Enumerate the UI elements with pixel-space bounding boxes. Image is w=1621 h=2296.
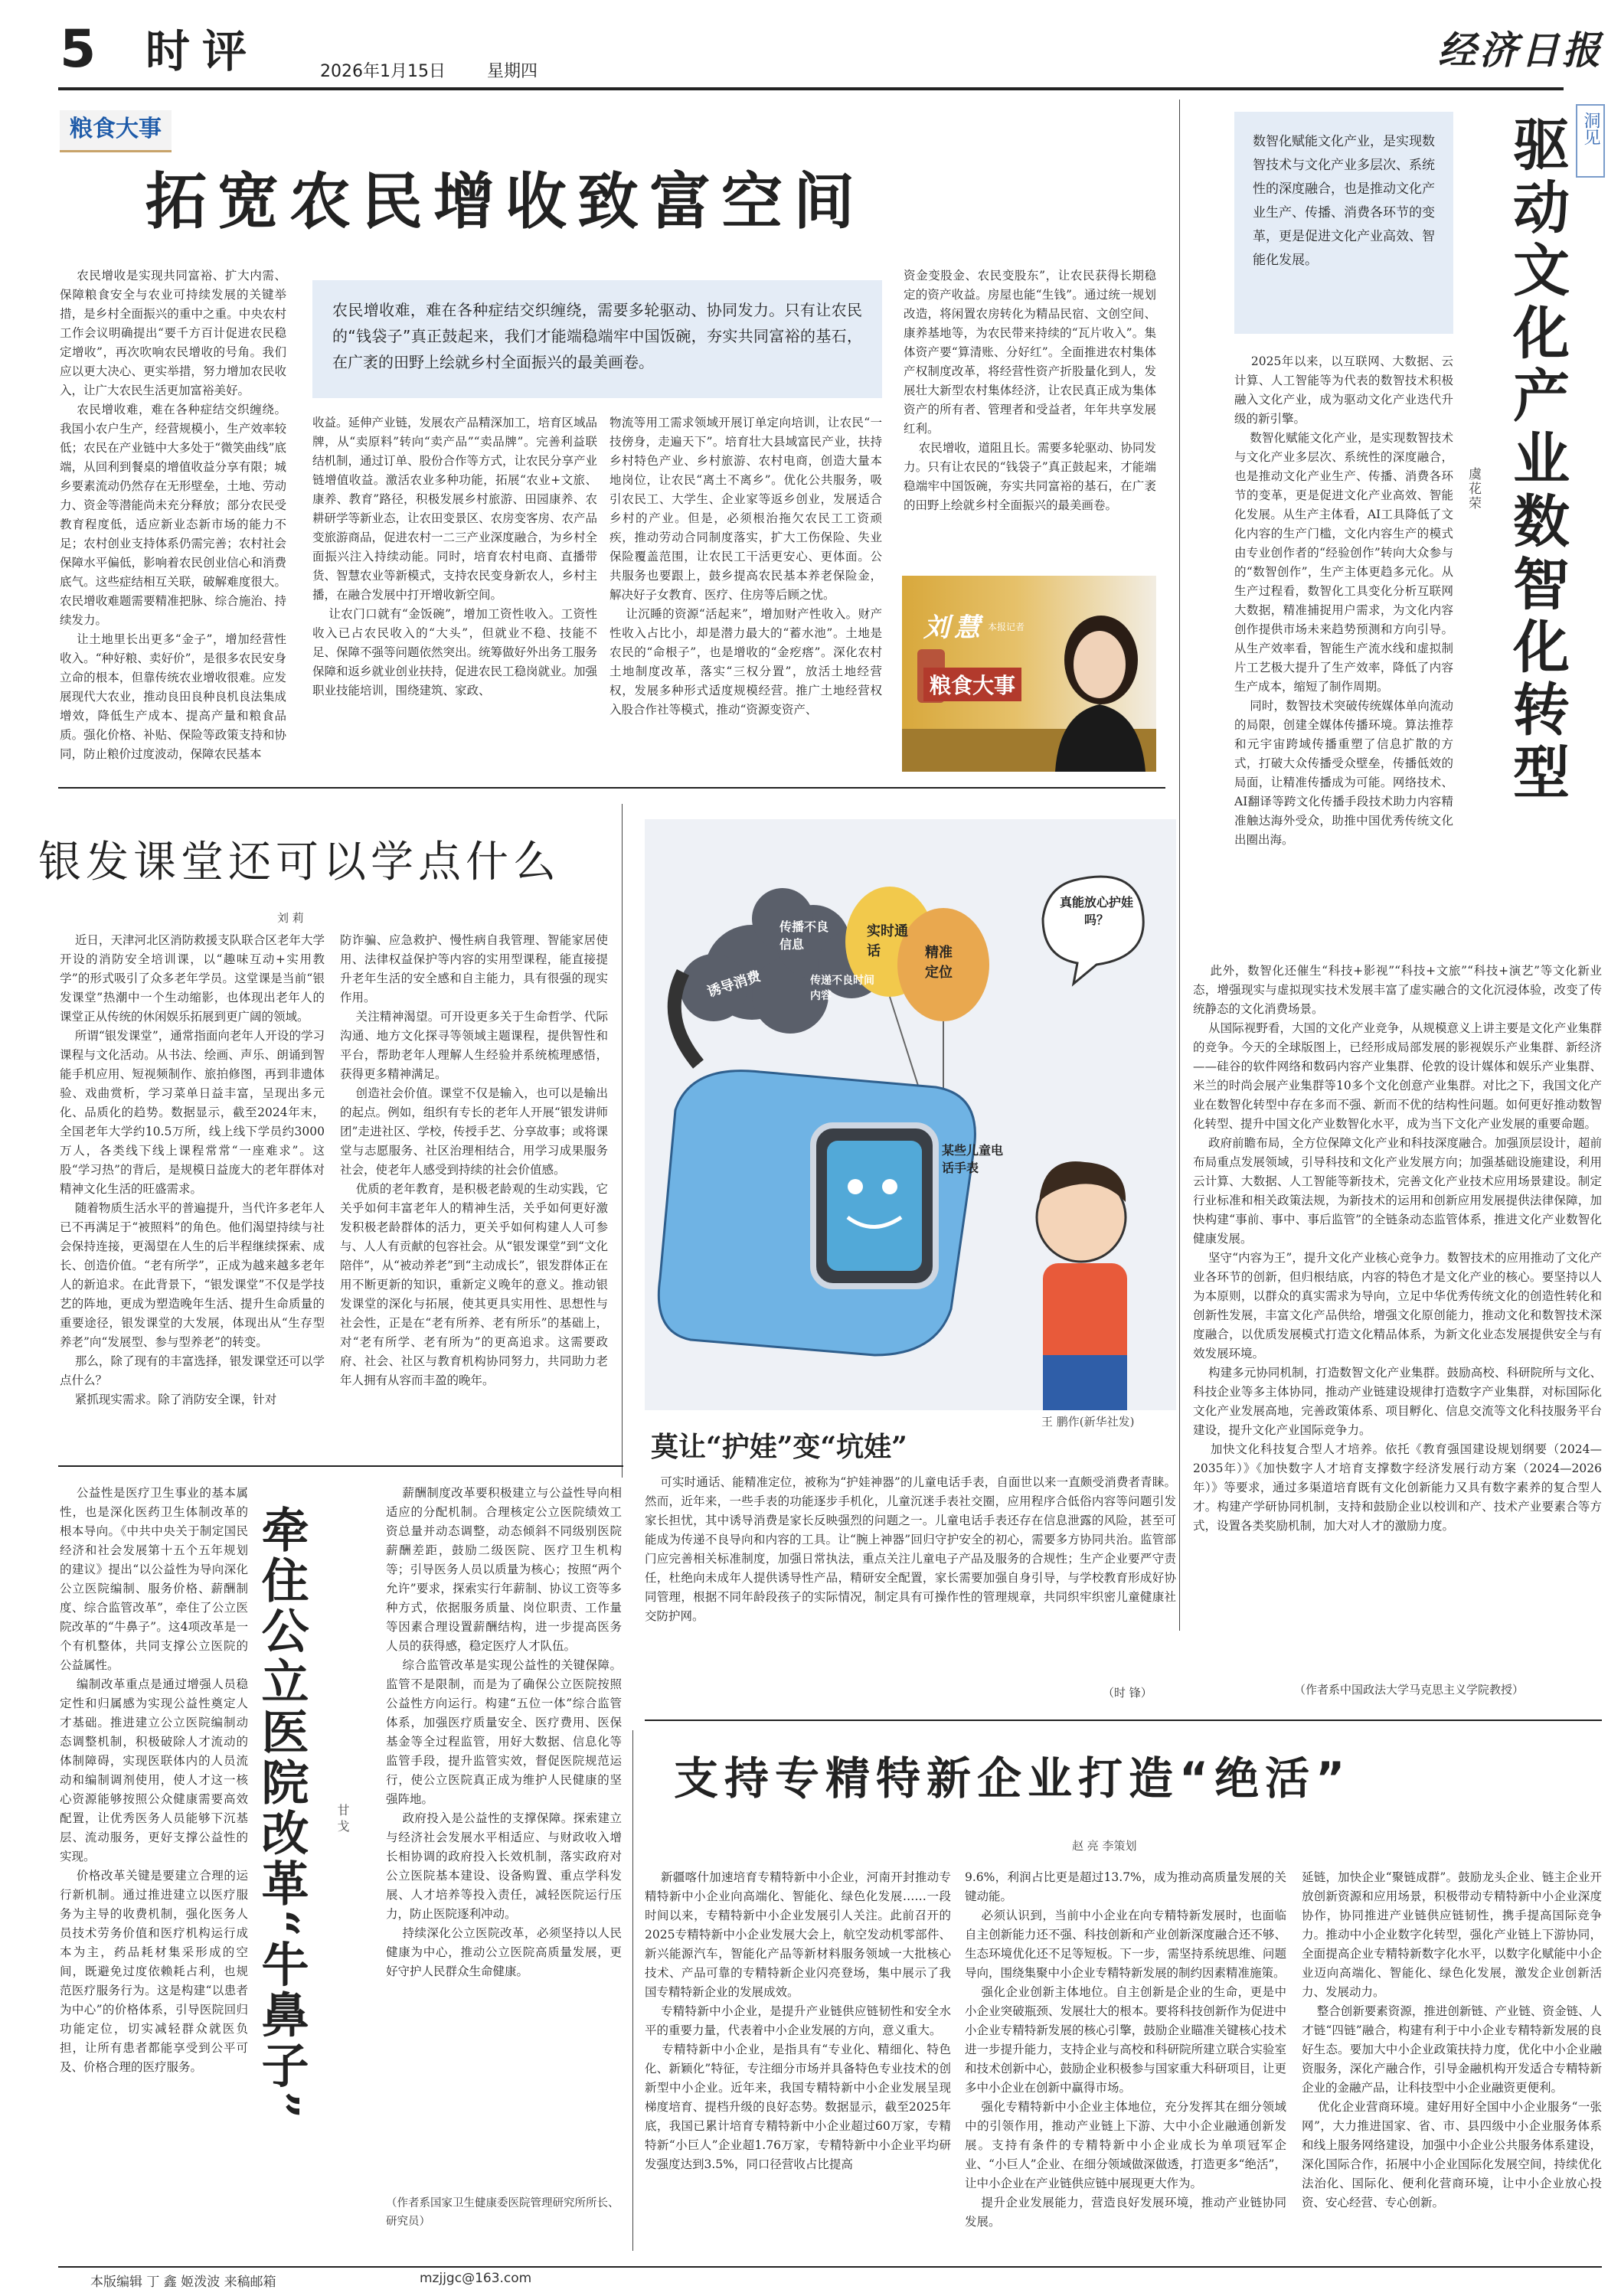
- article3-col1: 公益性是医疗卫生事业的基本属性，也是深化医药卫生体制改革的根本导向。《中共中央关于制定国民经济和社会发展第十五个五年规划的建议》提出“以公益性为导向深化公立医院编制、服务价格、薪酬制度、综合监管改革”，牵住了公立医院改革的“牛鼻子”。这4项改革是一个有机整体，共同支撑公立医院的公益属性。 编制改革重点是通过增强人员稳定性和归属感为实现公益性奠定人才基础。推进建立公立医院编制动态调整机制，积极破除人才流动的体制障碍，实现医联体内的人员流动和编制调剂使用，使人才这一核心资源能够按照公众健康需要高效配置，让优秀医务人员能够下沉基层、流动服务，更好支撑公益性的实现。 价格改革关键是要建立合理的运行新机制。通过推进建立以医疗服务为主导的收费机制，强化医务人员技术劳务价值和医疗机构运行成本为主，药品耗材集采形成的空间，既避免过度依赖耗占利，也规范医疗服务行为。这是构建“以患者为中心”的价格体系，引导医院回归功能定位，切实减轻群众就医负担，让所有患者都能享受到公平可及、价格合理的医疗服务。: [60, 1486, 248, 2074]
- divider-bottom-right: [645, 1720, 1602, 1721]
- right-column-rule: [1179, 100, 1180, 1631]
- article3-author-note: （作者系国家卫生健康委医院管理研究所所长、研究员）: [386, 2197, 619, 2228]
- section-name: 时评: [145, 25, 260, 77]
- footer-email: mzjjgc@163.com: [420, 2271, 532, 2286]
- author-title: 本报记者: [988, 622, 1025, 632]
- divider-article2: [58, 1465, 623, 1467]
- cartoon-bubble-3: 传递不良时间内容: [810, 975, 874, 1002]
- footer-rule: [58, 2266, 1602, 2268]
- issue-date: 2026年1月15日: [320, 62, 446, 81]
- author-portrait: [902, 576, 1156, 772]
- article1-headline: 拓宽农民增收致富空间: [145, 166, 865, 237]
- article4-summary: 数智化赋能文化产业，是实现数智技术与文化产业多层次、系统性的深度融合，也是推动文化产业生产、传播、消费各环节的变革，更是促进文化产业高效、智能化发展。: [1253, 134, 1435, 268]
- page-number: 5: [60, 19, 96, 80]
- article5-headline: 支持专精特新企业打造“绝活”: [674, 1752, 1351, 1804]
- article2-rule: [622, 804, 623, 1478]
- article3-headline: 牵住公立医院改革“牛鼻子”: [253, 1505, 309, 2122]
- cartoon-speech: 真能放心护娃吗？: [1059, 895, 1133, 927]
- article1-col2: 收益。延伸产业链，发展农产品精深加工，培育区域品牌，从“卖原料”转向“卖产品”“卖品牌”。完善利益联结机制，通过订单、股份合作等方式，让农民分享产业链增值收益。激活农业多种功能，拓展“农业+文旅、康养、教育”路径，积极发展乡村旅游、田园康养、农耕研学等新业态，让农田变景区、农房变客房、农产品变旅游商品，促进农村一二三产业深度融合，为乡村全面振兴注入持续动能。同时，培育农村电商、直播带货、智慧农业等新模式，支持农民变身新农人，乡村主播，在融合发展中打开增收新空间。 让农门口就有“金饭碗”，增加工资性收入。工资性收入已占农民收入的“大头”，但就业不稳、技能不足、保障不强等问题依然突出。统筹做好外出务工服务保障和返乡就业创业扶持，促进农民工稳岗就业。加强职业技能培训，围绕建筑、家政、: [312, 416, 597, 697]
- newspaper-logo: 经济日报: [1438, 28, 1603, 73]
- cartoon-bubble-2: 传播不良信息: [779, 919, 829, 952]
- article4-summary-box: [1234, 112, 1453, 334]
- cartoon-balloon-1: 实时通话: [867, 923, 908, 959]
- article4-author-note: （作者系中国政法大学马克思主义学院教授）: [1294, 1683, 1525, 1697]
- article4-headline: 驱动文化产业数智化转型: [1504, 115, 1570, 805]
- column-tag-label: 粮食大事: [70, 116, 162, 142]
- masthead-rule: [58, 87, 1564, 90]
- article5-byline: 赵 亮 李策划: [1072, 1839, 1137, 1853]
- article4-column-tag-label: 洞见: [1581, 112, 1600, 145]
- divider-article1: [58, 787, 1165, 789]
- article4-col-bottom: 此外，数智化还催生“科技+影视”“科技+文旅”“科技+演艺”等文化新业态，增强现实与虚拟现实技术发展丰富了虚实融合的文化沉浸体验，改变了传统静态的文化消费场景。 从国际视野看，大国的文化产业竞争，从规模意义上讲主要是文化产业集群的竞争。今天的全球版图上，已经形成局部发展的影视娱乐产业集群、新经济——硅谷的软件网络和数码内容产业集群、伦敦的设计媒体和娱乐产业集群、米兰的时尚会展产业集群等10多个文化创意产业集群。对比之下，我国文化产业在数智化转型中存在多而不强、新而不优的结构性问题。如何更好推动数智化转型、提升中国文化产业数智化水平，成为当下文化产业发展的重要命题。 政府前瞻布局，全方位保障文化产业和科技深度融合。加强顶层设计，超前布局重点发展领域，引导科技和文化产业发展方向；加强基础设施建设，利用云计算、大数据、人工智能等新技术，完善文化产业技术应用场景建设。制定行业标准和相关政策法规，为新技术的运用和创新应用发展提供法律保障，加快构建“事前、事中、事后监管”的全链条动态监管体系，推进文化产业数智化健康发展。 坚守“内容为王”，提升文化产业核心竞争力。数智技术的应用推动了文化产业各环节的创新，但归根结底，内容的特色才是文化产业的核心。要坚持以人为本原则，以群众的真实需求为导向，立足中华优秀传统文化的创造性转化和创新性发展，丰富文化产品供给，增强文化原创能力，推动文化和数智技术深度融合，以优质发展模式打造文化精品体系，为新文化业态发展提供安全与有效发展环境。 构建多元协同机制，打造数智文化产业集群。鼓励高校、科研院所与文化、科技企业等多主体协同，推动产业链建设规律打造数字产业集群，对标国际化文化产业发展高地，完善政策体系、项目孵化、信息交流等文化科技服务平台建设，提升文化产业国际竞争力。 加快文化科技复合型人才培养。依托《教育强国建设规划纲要（2024—2035年）》《加快数字人才培育支撑数字经济发展行动方案（2024—2026年）》等要求，通过多渠道培育既有文化创新能力又具有数字素养的复合型人才。构建产学研协同机制，支持和鼓励企业以校训和产、技术产业要素合等方式，设置各类奖励机制，加大对人才的激励力度。: [1193, 964, 1602, 1533]
- issue-weekday: 星期四: [487, 62, 538, 81]
- article2-col1: 近日，天津河北区消防救援支队联合区老年大学开设的消防安全培训课，以“趣味互动+实用教学”的形式吸引了众多老年学员。这堂课是当前“银发课堂”热潮中一个生动缩影，也体现出老年人的课堂正从传统的休闲娱乐拓展到更广阔的领域。 所谓“银发课堂”，通常指面向老年人开设的学习课程与文化活动。从书法、绘画、声乐、朗诵到智能手机应用、短视频制作、旅拍修图，再到非遗体验、戏曲赏析，学习菜单日益丰富，呈现出多元化、品质化的趋势。数据显示，截至2024年末，全国老年大学约10.5万所，线上线下学员约3000万人，各类线下线上课程常常“一座难求”。这股“学习热”的背后，是规模日益庞大的老年群体对精神文化生活的旺盛需求。 随着物质生活水平的普遍提升，当代许多老年人已不再满足于“被照料”的角色。他们渴望持续与社会保持连接，更渴望在人生的后半程继续探索、成长、创造价值。“老有所学”，正成为越来越多老年人的新追求。在此背景下，“银发课堂”不仅是学技艺的阵地，更成为塑造晚年生活、提升生命质量的重要途径，银发课堂的大发展，体现出从“生存型养老”向“发展型、参与型养老”的转变。 那么，除了现有的丰富选择，银发课堂还可以学点什么？ 紧抓现实需求。除了消防安全课，针对: [60, 933, 325, 1406]
- article3-byline: 甘 戈: [335, 1804, 350, 1833]
- article1-col1: 农民增收是实现共同富裕、扩大内需、保障粮食安全与农业可持续发展的关键举措，是乡村全面振兴的重中之重。中央农村工作会议明确提出“要千方百计促进农民稳定增收”，再次吹响农民增收的号角。我们应以更大决心、更实举措，努力增加农民收入，让广大农民生活更加富裕美好。 农民增收难，难在各种症结交织缠绕。我国小农户生产，经营规模小，生产效率较低；农民在产业链中大多处于“微笑曲线”底端，从回利到餐桌的增值收益分享有限；城乡要素流动仍然存在无形壁垒，土地、劳动力、资金等潜能尚未充分释放；部分农民受教育程度低，适应新业态新市场的能力不足；农村创业支持体系仍需完善；农村社会保障水平偏低，影响着农民创业信心和消费底气。这些症结相互关联，破解难度很大。农民增收难题需要精准把脉、综合施治、持续发力。 让土地里长出更多“金子”，增加经营性收入。“种好粮、卖好价”，是很多农民安身立命的根本，但靠传统农业增收很难。应发展现代大农业，推动良田良种良机良法集成增效，降低生产成本、提高产量和粮食品质。强化价格、补贴、保险等政策支持和协同，防止粮价过度波动，保障农民基本: [60, 269, 286, 761]
- cartoon-credit: 王 鹏作(新华社发): [1041, 1415, 1135, 1429]
- cartoon-body-author: （时 锋）: [1103, 1686, 1152, 1700]
- article3-col2: 薪酬制度改革要积极建立与公益性导向相适应的分配机制。合理核定公立医院绩效工资总量并动态调整，动态倾斜不同级别医院薪酬差距，鼓励二级医院、医疗卫生机构等；引导医务人员以质量为核心；按照“两个允许”要求，探索实行年薪制、协议工资等多种方式，依据服务质量、岗位职责、工作量等因素合理设置薪酬结构，进一步提高医务人员的获得感，稳定医疗人才队伍。 综合监管改革是实现公益性的关键保障。监管不是限制，而是为了确保公立医院按照公益性方向运行。构建“五位一体”综合监管体系，加强医疗质量安全、医疗费用、医保基金等全过程监管，用好大数据、信息化等监管手段，提升监管实效，督促医院规范运行，使公立医院真正成为维护人民健康的坚强阵地。 政府投入是公益性的支撑保障。探索建立与经济社会发展水平相适应、与财政收入增长相协调的政府投入长效机制，落实政府对公立医院基本建设、设备购置、重点学科发展、人才培养等投入责任，减轻医院运行压力，防止医院逐利冲动。 持续深化公立医院改革，必须坚持以人民健康为中心，推动公立医院高质量发展，更好守护人民群众生命健康。: [386, 1486, 622, 1978]
- cartoon-bubble-1: 诱导消费: [705, 968, 763, 1001]
- footer-editors: 本版编辑 丁 鑫 姬泼波 来稿邮箱: [90, 2275, 276, 2290]
- article2-headline: 银发课堂还可以学点什么: [38, 838, 560, 887]
- article1-col4: 资金变股金、农民变股东”，让农民获得长期稳定的资产收益。房屋也能“生钱”。通过统一规划改造，将闲置农房转化为精品民宿、文创空间、康养基地等，为农民带来持续的“瓦片收入”。集体资产要“算清账、分好红”。全面推进农村集体产权制度改革，将经营性资产折股量化到人，发展壮大新型农村集体经济，让农民真正成为集体资产的所有者、管理者和受益者，年年共享发展红利。 农民增收，道阻且长。需要多轮驱动、协同发力。只有让农民的“钱袋子”真正鼓起来，才能端稳端牢中国饭碗，夯实共同富裕的基石，在广袤的田野上绘就乡村全面振兴的最美画卷。: [904, 269, 1156, 512]
- article5-col1: 新疆喀什加速培育专精特新中小企业，河南开封推动专精特新中小企业向高端化、智能化、绿色化发展……一段时间以来，专精特新中小企业发展引人关注。此前召开的2025专精特新中小企业发展大会上，航空发动机零部件、新兴能源汽车，智能化产品等新材料服务领域一大批核心技术、产品可靠的专精特新企业闪亮登场，集中展示了我国专精特新企业的发展成效。 专精特新中小企业，是提升产业链供应链韧性和安全水平的重要力量，代表着中小企业发展的方向，意义重大。 专精特新中小企业，是指具有“专业化、精细化、特色化、新颖化”特征，专注细分市场并具备特色专业技术的创新型中小企业。近年来，我国专精特新中小企业发展呈现梯度培育、提档升级的良好态势。数据显示，截至2025年底，我国已累计培育专精特新中小企业超过60万家，专精特新“小巨人”企业超1.76万家，专精特新中小企业平均研发强度达到3.5%，同口径营收占比提高: [645, 1870, 951, 2171]
- article1-summary: 农民增收难，难在各种症结交织缠绕，需要多轮驱动、协同发力。只有让农民的“钱袋子”真正鼓起来，我们才能端稳端牢中国饭碗，夯实共同富裕的基石，在广袤的田野上绘就乡村全面振兴的最美画卷。: [332, 301, 862, 371]
- column-tag: [60, 110, 172, 152]
- cartoon-illustration: [645, 819, 1176, 1410]
- article5-col2: 9.6%，利润占比更是超过13.7%，成为推动高质量发展的关键动能。 必须认识到，当前中小企业在向专精特新发展时，也面临自主创新能力还不强、科技创新和产业创新深度融合还不够、生态环境优化还不足等短板。下一步，需坚持系统思维、问题导向，围绕集聚中小企业专精特新发展的制约因素精准施策。 强化企业创新主体地位。自主创新是企业的生命，更是中小企业突破瓶颈、发展壮大的根本。要将科技创新作为促进中小企业专精特新发展的核心引擎，鼓励企业瞄准关键核心技术进一步提升能力，支持企业与高校和科研院所建立联合实验室和技术创新中心，鼓励企业积极参与国家重大科研项目，让更多中小企业在创新中赢得市场。 强化专精特新中小企业主体地位，充分发挥其在细分领域中的引领作用，推动产业链上下游、大中小企业融通创新发展。支持有条件的专精特新中小企业成长为单项冠军企业、“小巨人”企业、在细分领域做深做透，打造更多“绝活”，让中小企业在产业链供应链中展现更大作为。 提升企业发展能力，营造良好发展环境，推动产业链协同发展。: [965, 1870, 1286, 2229]
- cartoon-headline: 莫让“护娃”变“坑娃”: [651, 1431, 907, 1463]
- cartoon-watch-label: 某些儿童电话手表: [942, 1143, 1004, 1175]
- author-column-label: 粮食大事: [923, 668, 1021, 701]
- article3-rule: [632, 1730, 633, 2251]
- article4-col-top: 2025年以来，以互联网、大数据、云计算、人工智能等为代表的数智技术积极融入文化产业，成为驱动文化产业迭代升级的新引擎。 数智化赋能文化产业，是实现数智技术与文化产业多层次、系统性的深度融合，也是推动文化产业生产、传播、消费各环节的变革，更是促进文化产业高效、智能化发展。从生产主体看，AI工具降低了文化内容的生产门槛，文化内容生产的模式由专业创作者的“经验创作”转向大众参与的“数智创作”，生产主体更趋多元化。从生产过程看，数智化工具变化分析互联网大数据，精准捕捉用户需求，为文化内容创作提供市场未来趋势预测和方向引导。从生产效率看，智能生产流水线和虚拟制片工艺极大提升了生产效率，降低了内容生产成本，缩短了制作周期。 同时，数智技术突破传统媒体单向流动的局限，创建全媒体传播环境。算法推荐和元宇宙跨域传播重塑了信息扩散的方式，打破大众传播受众壁垒，传播低效的局面，让精准传播成为可能。网络技术、AI翻译等跨文化传播手段技术助力内容精准触达海外受众，助推中国优秀传统文化出圈出海。: [1234, 354, 1453, 847]
- article1-summary-box: [312, 280, 882, 398]
- article1-col3: 物流等用工需求领域开展订单定向培训，让农民“一技傍身，走遍天下”。培育壮大县域富民产业，扶持乡村特色产业、乡村旅游、农村电商，创造大量本地岗位，让农民“离土不离乡”。优化公共服务，吸引农民工、大学生、企业家等返乡创业，发展适合乡村的产业。但是，必须根治拖欠农民工工资顽疾，推动劳动合同制度落实，扩大工伤保险、失业保险覆盖范围，让农民工干活更安心、更体面。公共服务也要跟上，鼓乡提高农民基本养老保险金，解决好子女教育、医疗、住房等后顾之忧。 让沉睡的资源“活起来”，增加财产性收入。财产性收入占比小，却是潜力最大的“蓄水池”。土地是农民的“命根子”，也是增收的“金疙瘩”。深化农村土地制度改革，落实“三权分置”，放活土地经营权，发展多种形式适度规模经营。推广土地经营权入股合作社等模式，推动“资源变资产、: [610, 416, 882, 717]
- article4-column-tag: [1576, 104, 1605, 178]
- article4-author: 虞花荣: [1466, 467, 1481, 511]
- article2-col2: 防诈骗、应急救护、慢性病自我管理、智能家居使用、法律权益保护等内容的实用型课程，能直接提升老年生活的安全感和自主能力，具有很强的现实作用。 关注精神渴望。可开设更多关于生命哲学、代际沟通、地方文化探寻等领域主题课程，提供智性和平台，帮助老年人理解人生经验并系统梳理感悟，获得更多精神满足。 创造社会价值。课堂不仅是输入，也可以是输出的起点。例如，组织有专长的老年人开展“银发讲师团”走进社区、学校，传授手艺、分享故事；或将课堂与志愿服务、社区治理相结合，用学习成果服务社会，使老年人感受到持续的社会价值感。 优质的老年教育，是积极老龄观的生动实践，它关乎如何丰富老年人的精神生活，关乎如何更好激发积极老龄群体的活力，更关乎如何构建人人可参与、人人有贡献的包容社会。从“银发课堂”到“文化陪伴”，从“被动养老”到“主动成长”，银发群体正在用不断更新的知识，重新定义晚年的意义。推动银发课堂的深化与拓展，使其更具实用性、思想性与社会性，正是在“老有所养、老有所乐”的基础上，对“老有所学、老有所为”的更高追求。这需要政府、社会、社区与教育机构协同努力，共同助力老年人拥有从容而丰盈的晚年。: [340, 933, 608, 1387]
- author-name: 刘慧: [923, 612, 985, 643]
- article2-byline: 刘 莉: [277, 911, 304, 925]
- cartoon-body: 可实时通话、能精准定位，被称为“护娃神器”的儿童电话手表，自面世以来一直颇受消费者青睐。然而，近年来，一些手表的功能逐步手机化，儿童沉迷手表社交圈，应用程序合低俗内容等问题引发家长担忧，其中诱导消费是家长反映强烈的问题之一。儿童电话手表还存在信息泄露的风险，甚至可能成为传递不良导向和内容的工具。让“腕上神器”回归守护安全的初心，需要多方协同共治。监管部门应完善相关标准制度，加强日常执法，重点关注儿童电子产品及服务的合规性；生产企业要严守责任，杜绝向未成年人提供诱导性产品，精研安全配置，家长需要加强自身引导，与学校教育形成好协同管理，根据不同年龄段孩子的实际情况，制定具有可操作性的管理规章，共同织牢织密儿童健康社交防护网。: [645, 1475, 1176, 1623]
- cartoon-balloon-2: 精准定位: [925, 945, 953, 981]
- article5-col3: 延链，加快企业“聚链成群”。鼓励龙头企业、链主企业开放创新资源和应用场景，积极带动专精特新中小企业深度协作，协同推进产业链供应链韧性，携手提高国际竞争力。推动中小企业数字化转型，强化产业链上下游协同，全面提高企业专精特新数字化水平，以数字化赋能中小企业迈向高端化、智能化、绿色化发展，激发企业创新活力、发展动力。 整合创新要素资源，推进创新链、产业链、资金链、人才链“四链”融合，构建有利于中小企业专精特新发展的良好生态。要加大中小企业政策扶持力度，优化中小企业融资服务，深化产融合作，引导金融机构开发适合专精特新企业的金融产品，让科技型中小企业融资更便利。 优化企业营商环境。建好用好全国中小企业服务“一张网”，大力推进国家、省、市、县四级中小企业服务体系和线上服务网络建设，加强中小企业公共服务体系建设，深化国际合作，拓展中小企业国际化发展空间，持续优化法治化、国际化、便利化营商环境，让中小企业放心投资、安心经营、专心创新。: [1302, 1870, 1602, 2209]
